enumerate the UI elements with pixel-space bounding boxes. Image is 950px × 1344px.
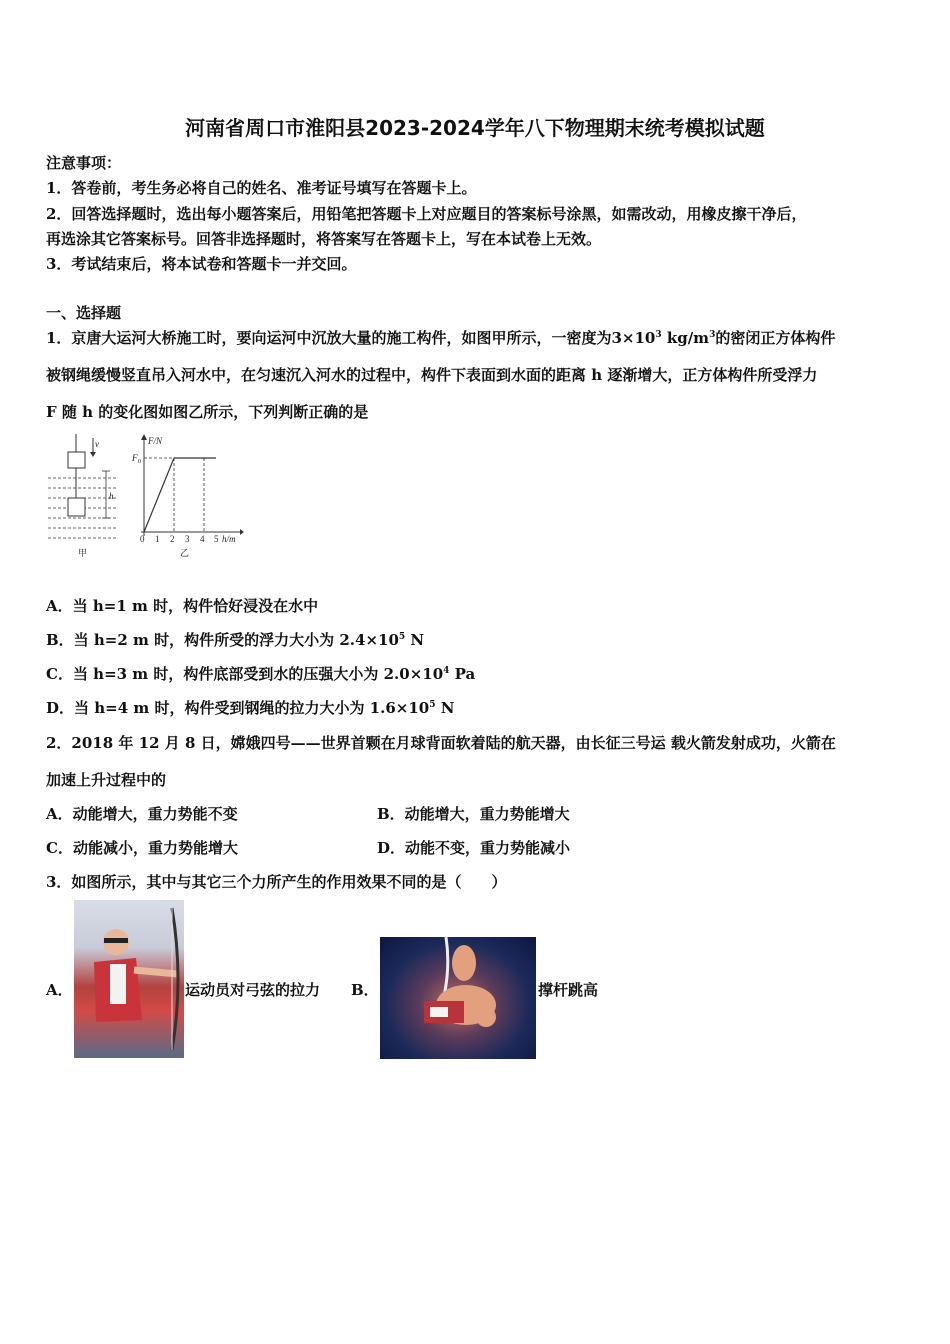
notice-item-2: 2．回答选择题时，选出每小题答案后，用铅笔把答题卡上对应题目的答案标号涂黑，如需改动，用橡皮擦干净后， [46,205,807,223]
figure-labels [78,436,236,558]
question-2-option-c[interactable]: C．动能减小，重力势能增大 [46,839,238,857]
tick-0: 0 [140,534,145,544]
figure-jia [48,434,118,538]
x-axis-label: h/m [222,534,236,544]
question-1-line-1: 1．京唐大运河大桥施工时，要向运河中沉放大量的施工构件，如图甲所示，一密度为$3\times 10^3$ $kg/m^3$的密闭正方体构件 [46,329,836,347]
question-3-option-a-label[interactable]: A． [46,981,73,999]
question-1-option-c[interactable]: C．当 h=3 m 时，构件底部受到水的压强大小为 $2.0\times 10^4$ Pa [46,665,476,683]
question-1-option-d[interactable]: D．当 h=4 m 时，构件受到钢绳的拉力大小为 $1.6\times 10^5$ N [46,699,455,717]
question-1-line-2: 被钢绳缓慢竖直吊入河水中，在匀速沉入河水的过程中，构件下表面到水面的距离 h 逐渐增大，正方体构件所受浮力 [46,366,818,384]
notice-item-1: 1．答卷前，考生务必将自己的姓名、准考证号填写在答题卡上。 [46,179,477,197]
notice-item-3: 3．考试结束后，将本试卷和答题卡一并交回。 [46,255,357,273]
notice-item-2-cont: 再选涂其它答案标号。回答非选择题时，将答案写在答题卡上，写在本试卷上无效。 [46,230,602,248]
page-title: 河南省周口市淮阳县2023-2024学年八下物理期末统考模拟试题 [185,116,765,140]
question-3-option-b-text: 撑杆跳高 [538,981,599,999]
tick-2: 2 [170,534,175,544]
section-heading: 一、选择题 [46,304,122,322]
pole-vault-illustration [380,937,536,1059]
velocity-label: v [95,439,99,449]
figure-yi [141,434,244,536]
question-1-line-3: F 随 h 的变化图如图乙所示，下列判断正确的是 [46,403,369,421]
notice-heading: 注意事项： [46,154,122,172]
depth-label: h [109,491,114,501]
figure-jia-caption: 甲 [78,548,88,558]
tick-1: 1 [155,534,160,544]
question-2-line-2: 加速上升过程中的 [46,771,167,789]
question-1-figure [44,432,244,560]
question-2-option-d[interactable]: D．动能不变，重力势能减小 [377,839,571,857]
question-2-line-1: 2．2018 年 12 月 8 日，嫦娥四号——世界首颗在月球背面软着陆的航天器，由长征三号运 载火箭发射成功，火箭在 [46,734,836,752]
question-2-option-a[interactable]: A．动能增大，重力势能不变 [46,805,238,823]
archer-illustration [74,900,184,1058]
tick-4: 4 [200,534,205,544]
archer-photo [74,900,184,1058]
figure-yi-caption: 乙 [180,548,190,558]
question-3-option-b-label[interactable]: B． [351,981,379,999]
question-1-option-b[interactable]: B．当 h=2 m 时，构件所受的浮力大小为 $2.4\times 10^5$ N [46,631,425,649]
question-3-line-1: 3．如图所示，其中与其它三个力所产生的作用效果不同的是（ ） [46,873,507,891]
tick-5: 5 [214,534,219,544]
y-axis-label: F/N [148,436,163,446]
question-2-option-b[interactable]: B．动能增大，重力势能增大 [377,805,570,823]
f0-sub-label: 0 [138,459,141,465]
f0-label: F [132,453,138,463]
tick-3: 3 [185,534,190,544]
question-1-option-a[interactable]: A．当 h=1 m 时，构件恰好浸没在水中 [46,597,319,615]
pole-vault-photo [380,937,536,1059]
question-3-option-a-text: 运动员对弓弦的拉力 [185,981,321,999]
